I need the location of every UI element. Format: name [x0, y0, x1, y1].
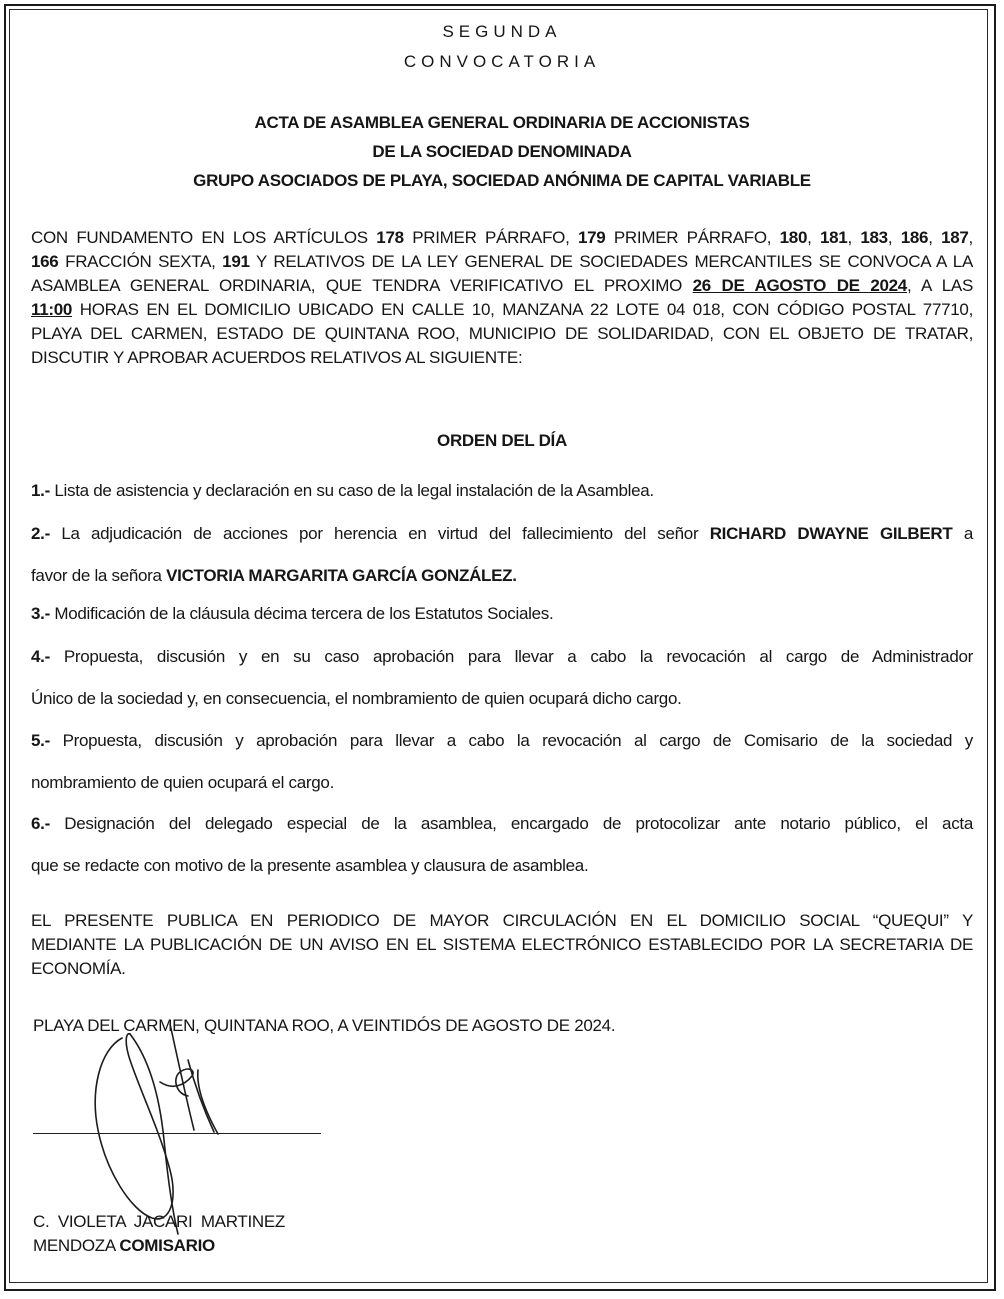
intro-line-1: CON FUNDAMENTO EN LOS ARTÍCULOS 178 PRIMER PÁRRAFO, 179 PRIMER PÁRRAFO, 180, 181, 183, 186, 187, — [31, 228, 973, 247]
agenda-item-5: 5.- Propuesta, discusión y aprobación para llevar a cabo la revocación al cargo de Comisario de la sociedad y nombramiento de quien ocupará el cargo. — [31, 731, 973, 792]
agenda-item-3: 3.- Modificación de la cláusula décima tercera de los Estatutos Sociales. — [31, 604, 554, 623]
agenda-item-5-number: 5.- — [31, 731, 50, 750]
agenda-item-1: 1.- Lista de asistencia y declaración en su caso de la legal instalación de la Asamblea. — [31, 481, 654, 500]
signatory-name: C. VIOLETA JACARI MARTINEZ — [33, 1212, 286, 1231]
agenda-heading: ORDEN DEL DÍA — [437, 431, 567, 450]
agenda-item-4: 4.- Propuesta, discusión y en su caso aprobación para llevar a cabo la revocación al cargo de Administrador Único de la sociedad y, en consecuencia, el nombramiento de quien ocupará dicho cargo. — [31, 647, 973, 708]
title-line-2: DE LA SOCIEDAD DENOMINADA — [372, 142, 632, 161]
signatory-role: MENDOZA COMISARIO — [33, 1236, 215, 1255]
place-date: PLAYA DEL CARMEN, QUINTANA ROO, A VEINTIDÓS DE AGOSTO DE 2024. — [33, 1016, 616, 1035]
signature-line — [33, 1133, 321, 1134]
header-convocatoria: CONVOCATORIA — [403, 52, 601, 71]
intro-line-2: 166 FRACCIÓN SEXTA, 191 Y RELATIVOS DE LA LEY GENERAL DE SOCIEDADES MERCANTILES SE CONVOCA A LA — [31, 252, 973, 271]
agenda-item-1-number: 1.- — [31, 481, 50, 500]
signatory-block — [33, 1210, 975, 1258]
signature-scribble — [60, 1020, 280, 1240]
intro-paragraph — [31, 226, 973, 370]
title-line-3: GRUPO ASOCIADOS DE PLAYA, SOCIEDAD ANÓNIMA DE CAPITAL VARIABLE — [193, 171, 811, 190]
title-line-1: ACTA DE ASAMBLEA GENERAL ORDINARIA DE ACCIONISTAS — [254, 113, 750, 132]
agenda-item-3-number: 3.- — [31, 604, 50, 623]
agenda-item-6-number: 6.- — [31, 814, 50, 833]
agenda-item-2-number: 2.- — [31, 524, 50, 543]
intro-line-6: DISCUTIR Y APROBAR ACUERDOS RELATIVOS AL SIGUIENTE: — [31, 348, 523, 367]
intro-line-5: PLAYA DEL CARMEN, ESTADO DE QUINTANA ROO, MUNICIPIO DE SOLIDARIDAD, CON EL OBJETO DE TRATAR, — [31, 324, 973, 343]
header-segunda: SEGUNDA — [442, 22, 562, 41]
publication-paragraph: EL PRESENTE PUBLICA EN PERIODICO DE MAYOR CIRCULACIÓN EN EL DOMICILIO SOCIAL “QUEQUI” Y MEDIANTE LA PUBLICACIÓN DE UN AVISO EN EL SISTEMA ELECTRÓNICO ESTABLECIDO POR LA SECRETARIA DE ECONOMÍA. — [31, 911, 973, 978]
intro-line-4: 11:00 HORAS EN EL DOMICILIO UBICADO EN CALLE 10, MANZANA 22 LOTE 04 018, CON CÓDIGO POSTAL 77710, — [31, 300, 973, 319]
agenda-item-2: 2.- La adjudicación de acciones por herencia en virtud del fallecimiento del señor RICHARD DWAYNE GILBERT a favor de la señora VICTORIA MARGARITA GARCÍA GONZÁLEZ. — [31, 524, 973, 585]
agenda-item-4-number: 4.- — [31, 647, 50, 666]
intro-line-3: ASAMBLEA GENERAL ORDINARIA, QUE TENDRA VERIFICATIVO EL PROXIMO 26 DE AGOSTO DE 2024, A LAS — [31, 276, 973, 295]
agenda-item-6: 6.- Designación del delegado especial de la asamblea, encargado de protocolizar ante notario público, el acta que se redacte con motivo de la presente asamblea y clausura de asamblea. — [31, 814, 973, 875]
